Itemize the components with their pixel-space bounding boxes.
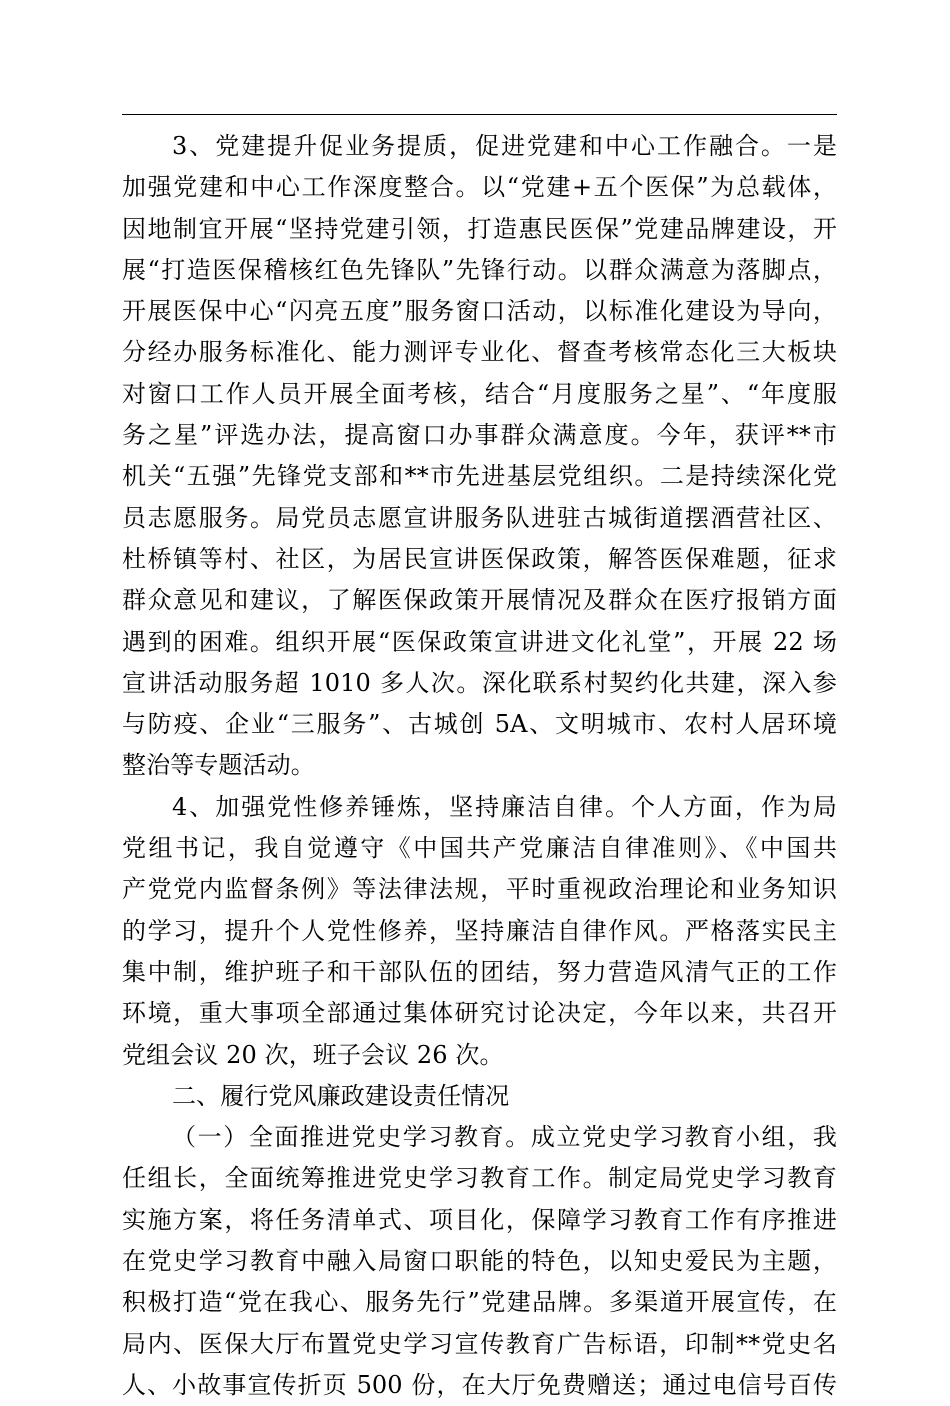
text-line: 实施方案，将任务清单式、项目化，保障学习教育工作有序推进: [122, 1205, 837, 1234]
text-line: 党组书记，我自觉遵守《中国共产党廉洁自律准则》、《中国共: [122, 834, 837, 863]
header-rule: [122, 114, 837, 115]
text-line: 开展医保中心“闪亮五度”服务窗口活动，以标准化建设为导向，: [122, 297, 837, 326]
text-line: 的学习，提升个人党性修养，坚持廉洁自律作风。严格落实民主: [122, 916, 837, 945]
text-line: 展“打造医保稽核红色先锋队”先锋行动。以群众满意为落脚点，: [122, 255, 837, 284]
text-line: 产党党内监督条例》等法律法规，平时重视政治理论和业务知识: [122, 875, 837, 904]
text-line: 党组会议 20 次，班子会议 26 次。: [122, 1040, 504, 1069]
text-line: 积极打造“党在我心、服务先行”党建品牌。多渠道开展宣传，在: [122, 1288, 837, 1317]
text-line: 局内、医保大厅布置党史学习宣传教育广告标语，印制**党史名: [122, 1329, 837, 1358]
text-line: 3、党建提升促业务提质，促进党建和中心工作融合。一是: [172, 132, 837, 160]
text-line: 加强党建和中心工作深度整合。以“党建+五个医保”为总载体，: [122, 173, 837, 202]
text-line: 整治等专题活动。: [122, 751, 315, 780]
document-body: [122, 126, 837, 1406]
text-line: 对窗口工作人员开展全面考核，结合“月度服务之星”、“年度服: [122, 379, 837, 408]
text-line: 宣讲活动服务超 1010 多人次。深化联系村契约化共建，深入参: [122, 668, 837, 697]
text-line: 4、加强党性修养锤炼，坚持廉洁自律。个人方面，作为局: [172, 792, 837, 821]
text-line: 人、小故事宣传折页 500 份，在大厅免费赠送；通过电信号百传: [122, 1370, 837, 1399]
text-line: 与防疫、企业“三服务”、古城创 5A、文明城市、农村人居环境: [122, 710, 837, 739]
text-line: （一）全面推进党史学习教育。成立党史学习教育小组，我: [172, 1123, 837, 1152]
text-line: 环境，重大事项全部通过集体研究讨论决定，今年以来，共召开: [122, 999, 837, 1028]
text-line: 任组长，全面统筹推进党史学习教育工作。制定局党史学习教育: [122, 1164, 837, 1193]
text-line: 杜桥镇等村、社区，为居民宣讲医保政策，解答医保难题，征求: [122, 544, 837, 573]
text-line: 群众意见和建议，了解医保政策开展情况及群众在医疗报销方面: [122, 586, 837, 615]
text-line: 遇到的困难。组织开展“医保政策宣讲进文化礼堂”，开展 22 场: [122, 627, 837, 656]
text-line: 在党史学习教育中融入局窗口职能的特色，以知史爱民为主题，: [122, 1247, 837, 1276]
text-line: 分经办服务标准化、能力测评专业化、督查考核常态化三大板块: [122, 338, 837, 367]
text-line: 集中制，维护班子和干部队伍的团结，努力营造风清气正的工作: [122, 957, 837, 986]
text-line: 因地制宜开展“坚持党建引领，打造惠民医保”党建品牌建设，开: [122, 214, 837, 243]
text-line: 机关“五强”先锋党支部和**市先进基层党组织。二是持续深化党: [122, 462, 837, 491]
text-line: 员志愿服务。局党员志愿宣讲服务队进驻古城街道摆酒营社区、: [122, 503, 837, 532]
section-heading: 二、履行党风廉政建设责任情况: [172, 1081, 510, 1110]
text-line: 务之星”评选办法，提高窗口办事群众满意度。今年，获评**市: [122, 421, 837, 450]
